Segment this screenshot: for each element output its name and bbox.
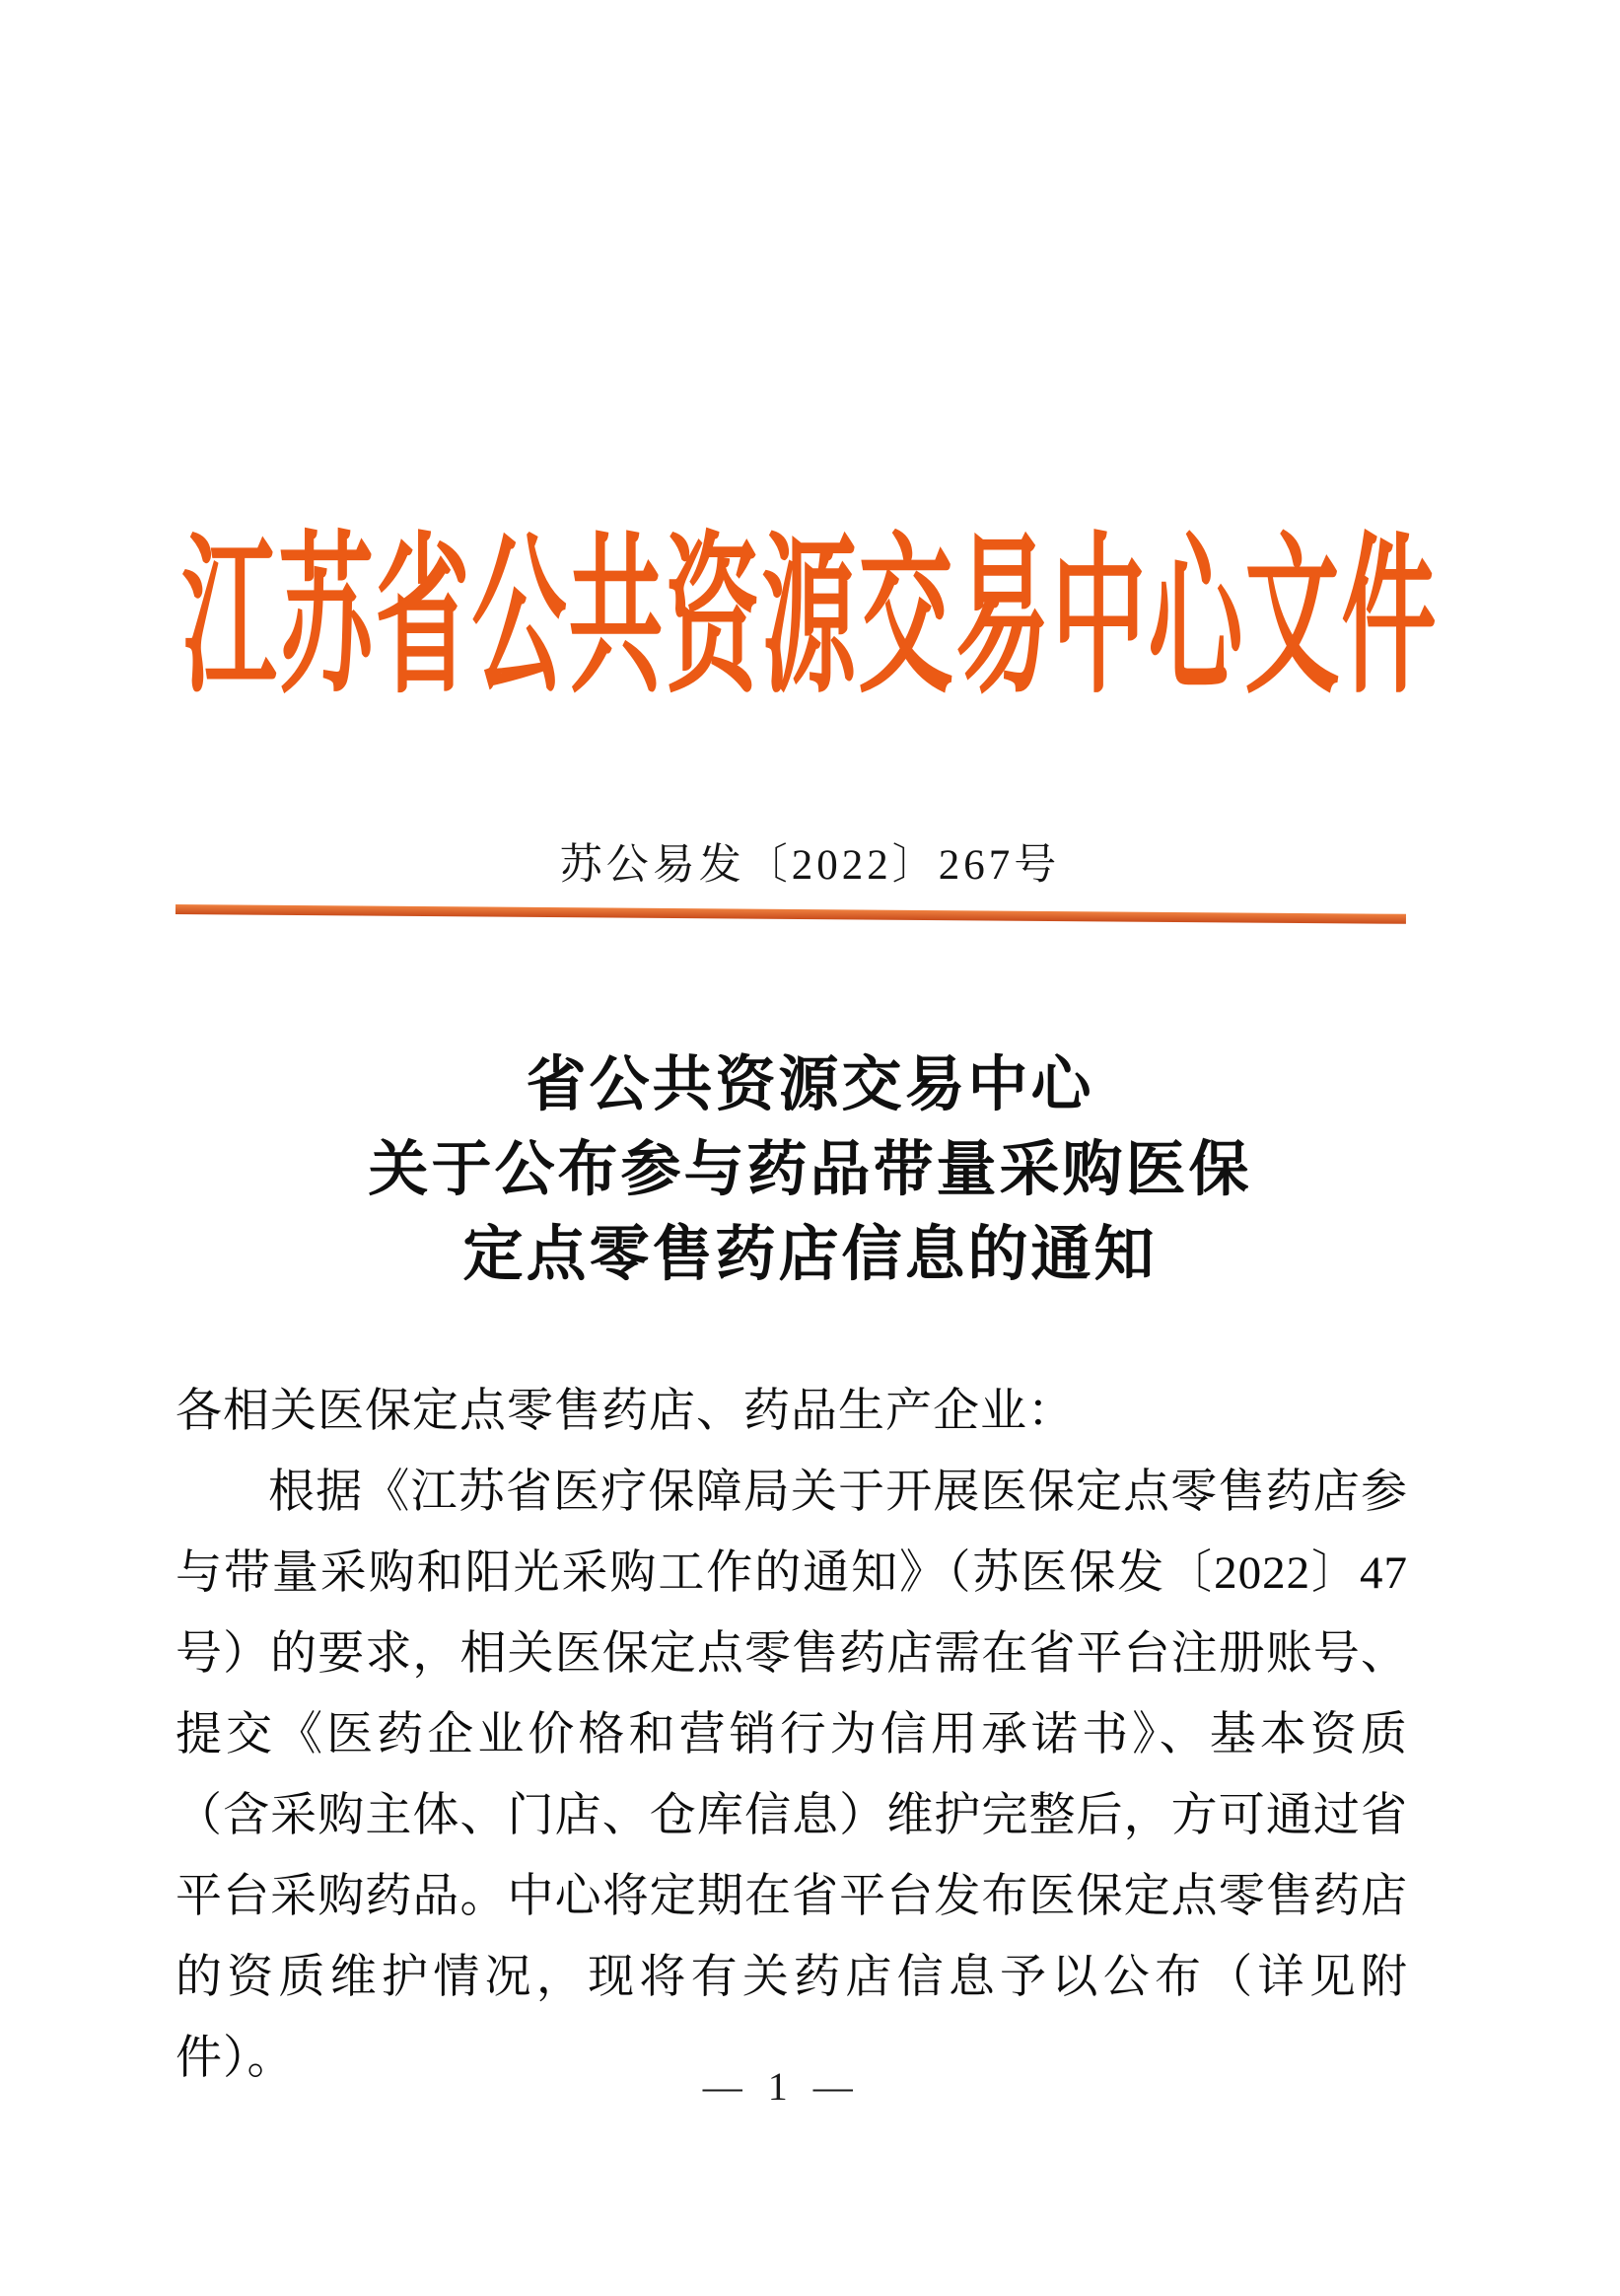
salutation-line: 各相关医保定点零售药店、药品生产企业： [176,1386,1075,1437]
red-header-divider [176,904,1406,924]
notice-title-line-1: 省公共资源交易中心 [526,1052,1094,1118]
document-reference-number: 苏公易发〔2022〕267号 [559,842,1061,889]
notice-title [0,1043,1620,1298]
notice-title-line-2: 关于公布参与药品带量采购医保 [368,1137,1252,1203]
body-paragraph: 根据《江苏省医疗保障局关于开展医保定点零售药店参与带量采购和阳光采购工作的通知》（苏医保发〔2022〕47号）的要求，相关医保定点零售药店需在省平台注册账号、提交《医药企业价格和营销行为信用承诺书》、基本资质（含采购主体、门店、仓库信息）维护完整后，方可通过省平台采购药品。中心将定期在省平台发布医保定点零售药店的资质维护情况，现将有关药店信息予以公布（详见附件）。 [176,1467,1408,2084]
agency-banner-title: 江苏省公共资源交易中心文件 [181,522,1439,714]
notice-title-line-3: 定点零售药店信息的通知 [462,1222,1158,1288]
notice-body [176,1371,1408,2099]
page-number: — 1 — [702,2064,861,2109]
